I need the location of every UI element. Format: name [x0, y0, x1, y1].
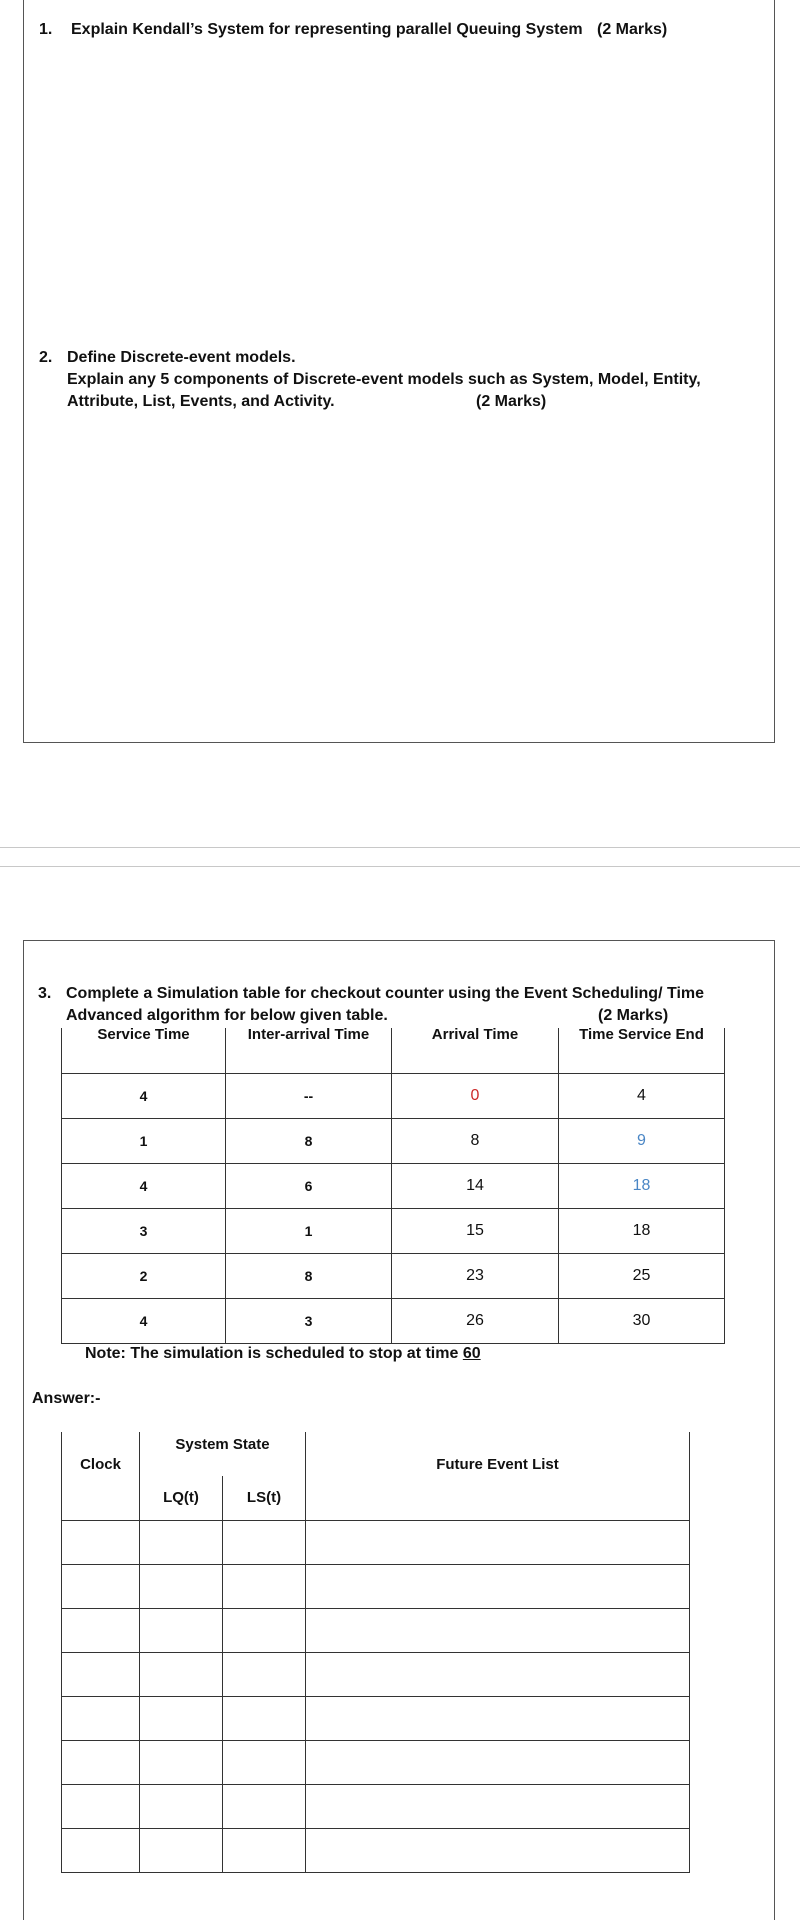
question-3-number: 3. — [38, 985, 52, 1002]
simulation-note-text: Note: The simulation is scheduled to stop at time — [85, 1345, 459, 1362]
lq-cell[interactable] — [140, 1608, 223, 1652]
header-ls: LS(t) — [223, 1476, 306, 1520]
ls-cell[interactable] — [223, 1828, 306, 1872]
ls-cell[interactable] — [223, 1564, 306, 1608]
table-row — [62, 1118, 725, 1163]
inter-arrival-cell: 1 — [226, 1208, 392, 1253]
table-row — [62, 1652, 690, 1696]
clock-cell[interactable] — [62, 1784, 140, 1828]
lq-cell[interactable] — [140, 1784, 223, 1828]
simulation-table — [61, 1028, 725, 1344]
arrival-time-cell: 23 — [392, 1253, 559, 1298]
header-future-event-list: Future Event List — [306, 1432, 690, 1520]
ls-cell[interactable] — [223, 1740, 306, 1784]
clock-cell[interactable] — [62, 1828, 140, 1872]
question-3-marks: (2 Marks) — [598, 1007, 669, 1024]
lq-cell[interactable] — [140, 1828, 223, 1872]
question-1-marks: (2 Marks) — [597, 21, 668, 38]
header-service-time: Service Time — [62, 1028, 226, 1073]
future-event-cell[interactable] — [306, 1520, 690, 1564]
header-time-service-end: Time Service End — [559, 1028, 725, 1073]
lq-cell[interactable] — [140, 1652, 223, 1696]
answer-header-row-1 — [62, 1432, 690, 1476]
inter-arrival-cell: 3 — [226, 1298, 392, 1343]
service-time-cell: 1 — [62, 1118, 226, 1163]
arrival-time-cell: 8 — [392, 1118, 559, 1163]
question-page-1 — [23, 0, 775, 743]
ls-cell[interactable] — [223, 1652, 306, 1696]
question-3-line-1: Complete a Simulation table for checkout counter using the Event Scheduling/ Time — [66, 985, 705, 1002]
inter-arrival-cell: 6 — [226, 1163, 392, 1208]
lq-cell[interactable] — [140, 1520, 223, 1564]
table-row — [62, 1073, 725, 1118]
service-time-cell: 4 — [62, 1163, 226, 1208]
clock-cell[interactable] — [62, 1520, 140, 1564]
table-row — [62, 1828, 690, 1872]
header-lq: LQ(t) — [140, 1476, 223, 1520]
table-row — [62, 1696, 690, 1740]
clock-cell[interactable] — [62, 1608, 140, 1652]
answer-label: Answer:- — [32, 1390, 101, 1407]
lq-cell[interactable] — [140, 1696, 223, 1740]
future-event-cell[interactable] — [306, 1608, 690, 1652]
question-1-number: 1. — [39, 21, 53, 38]
future-event-cell[interactable] — [306, 1828, 690, 1872]
answer-table — [61, 1432, 690, 1873]
future-event-cell[interactable] — [306, 1652, 690, 1696]
clock-cell[interactable] — [62, 1696, 140, 1740]
table-row — [62, 1163, 725, 1208]
question-2-number: 2. — [39, 349, 53, 366]
table-row — [62, 1784, 690, 1828]
ls-cell[interactable] — [223, 1784, 306, 1828]
clock-cell[interactable] — [62, 1564, 140, 1608]
arrival-time-cell: 14 — [392, 1163, 559, 1208]
service-time-cell: 2 — [62, 1253, 226, 1298]
question-3-line-2: Advanced algorithm for below given table. — [66, 1007, 388, 1024]
table-row — [62, 1740, 690, 1784]
service-end-cell: 30 — [559, 1298, 725, 1343]
service-end-cell: 4 — [559, 1073, 725, 1118]
table-row — [62, 1564, 690, 1608]
service-end-cell: 9 — [559, 1118, 725, 1163]
lq-cell[interactable] — [140, 1564, 223, 1608]
clock-cell[interactable] — [62, 1740, 140, 1784]
clock-cell[interactable] — [62, 1652, 140, 1696]
service-time-cell: 3 — [62, 1208, 226, 1253]
question-2-line-2: Explain any 5 components of Discrete-event models such as System, Model, Entity, — [67, 371, 701, 388]
header-clock: Clock — [62, 1432, 140, 1520]
lq-cell[interactable] — [140, 1740, 223, 1784]
question-2-line-1: Define Discrete-event models. — [67, 349, 296, 366]
arrival-time-cell: 15 — [392, 1208, 559, 1253]
question-2-line-3: Attribute, List, Events, and Activity. — [67, 393, 335, 410]
service-end-cell: 18 — [559, 1163, 725, 1208]
ls-cell[interactable] — [223, 1520, 306, 1564]
page-separator-top — [0, 847, 800, 848]
question-1-text: Explain Kendall’s System for representing parallel Queuing System — [71, 21, 583, 38]
arrival-time-cell: 0 — [392, 1073, 559, 1118]
header-inter-arrival-time: Inter-arrival Time — [226, 1028, 392, 1073]
inter-arrival-cell: 8 — [226, 1253, 392, 1298]
table-row — [62, 1520, 690, 1564]
ls-cell[interactable] — [223, 1608, 306, 1652]
future-event-cell[interactable] — [306, 1564, 690, 1608]
table-row — [62, 1208, 725, 1253]
arrival-time-cell: 26 — [392, 1298, 559, 1343]
service-end-cell: 18 — [559, 1208, 725, 1253]
service-time-cell: 4 — [62, 1073, 226, 1118]
service-end-cell: 25 — [559, 1253, 725, 1298]
header-system-state: System State — [140, 1432, 306, 1476]
inter-arrival-cell: 8 — [226, 1118, 392, 1163]
simulation-stop-time: 60 — [462, 1345, 481, 1362]
simulation-table-header-row — [62, 1028, 725, 1073]
page-separator-bottom — [0, 866, 800, 867]
future-event-cell[interactable] — [306, 1784, 690, 1828]
header-arrival-time: Arrival Time — [392, 1028, 559, 1073]
ls-cell[interactable] — [223, 1696, 306, 1740]
future-event-cell[interactable] — [306, 1740, 690, 1784]
table-row — [62, 1298, 725, 1343]
table-row — [62, 1608, 690, 1652]
table-row — [62, 1253, 725, 1298]
future-event-cell[interactable] — [306, 1696, 690, 1740]
question-2-marks: (2 Marks) — [476, 393, 547, 410]
service-time-cell: 4 — [62, 1298, 226, 1343]
inter-arrival-cell: -- — [226, 1073, 392, 1118]
simulation-note — [85, 1345, 481, 1363]
